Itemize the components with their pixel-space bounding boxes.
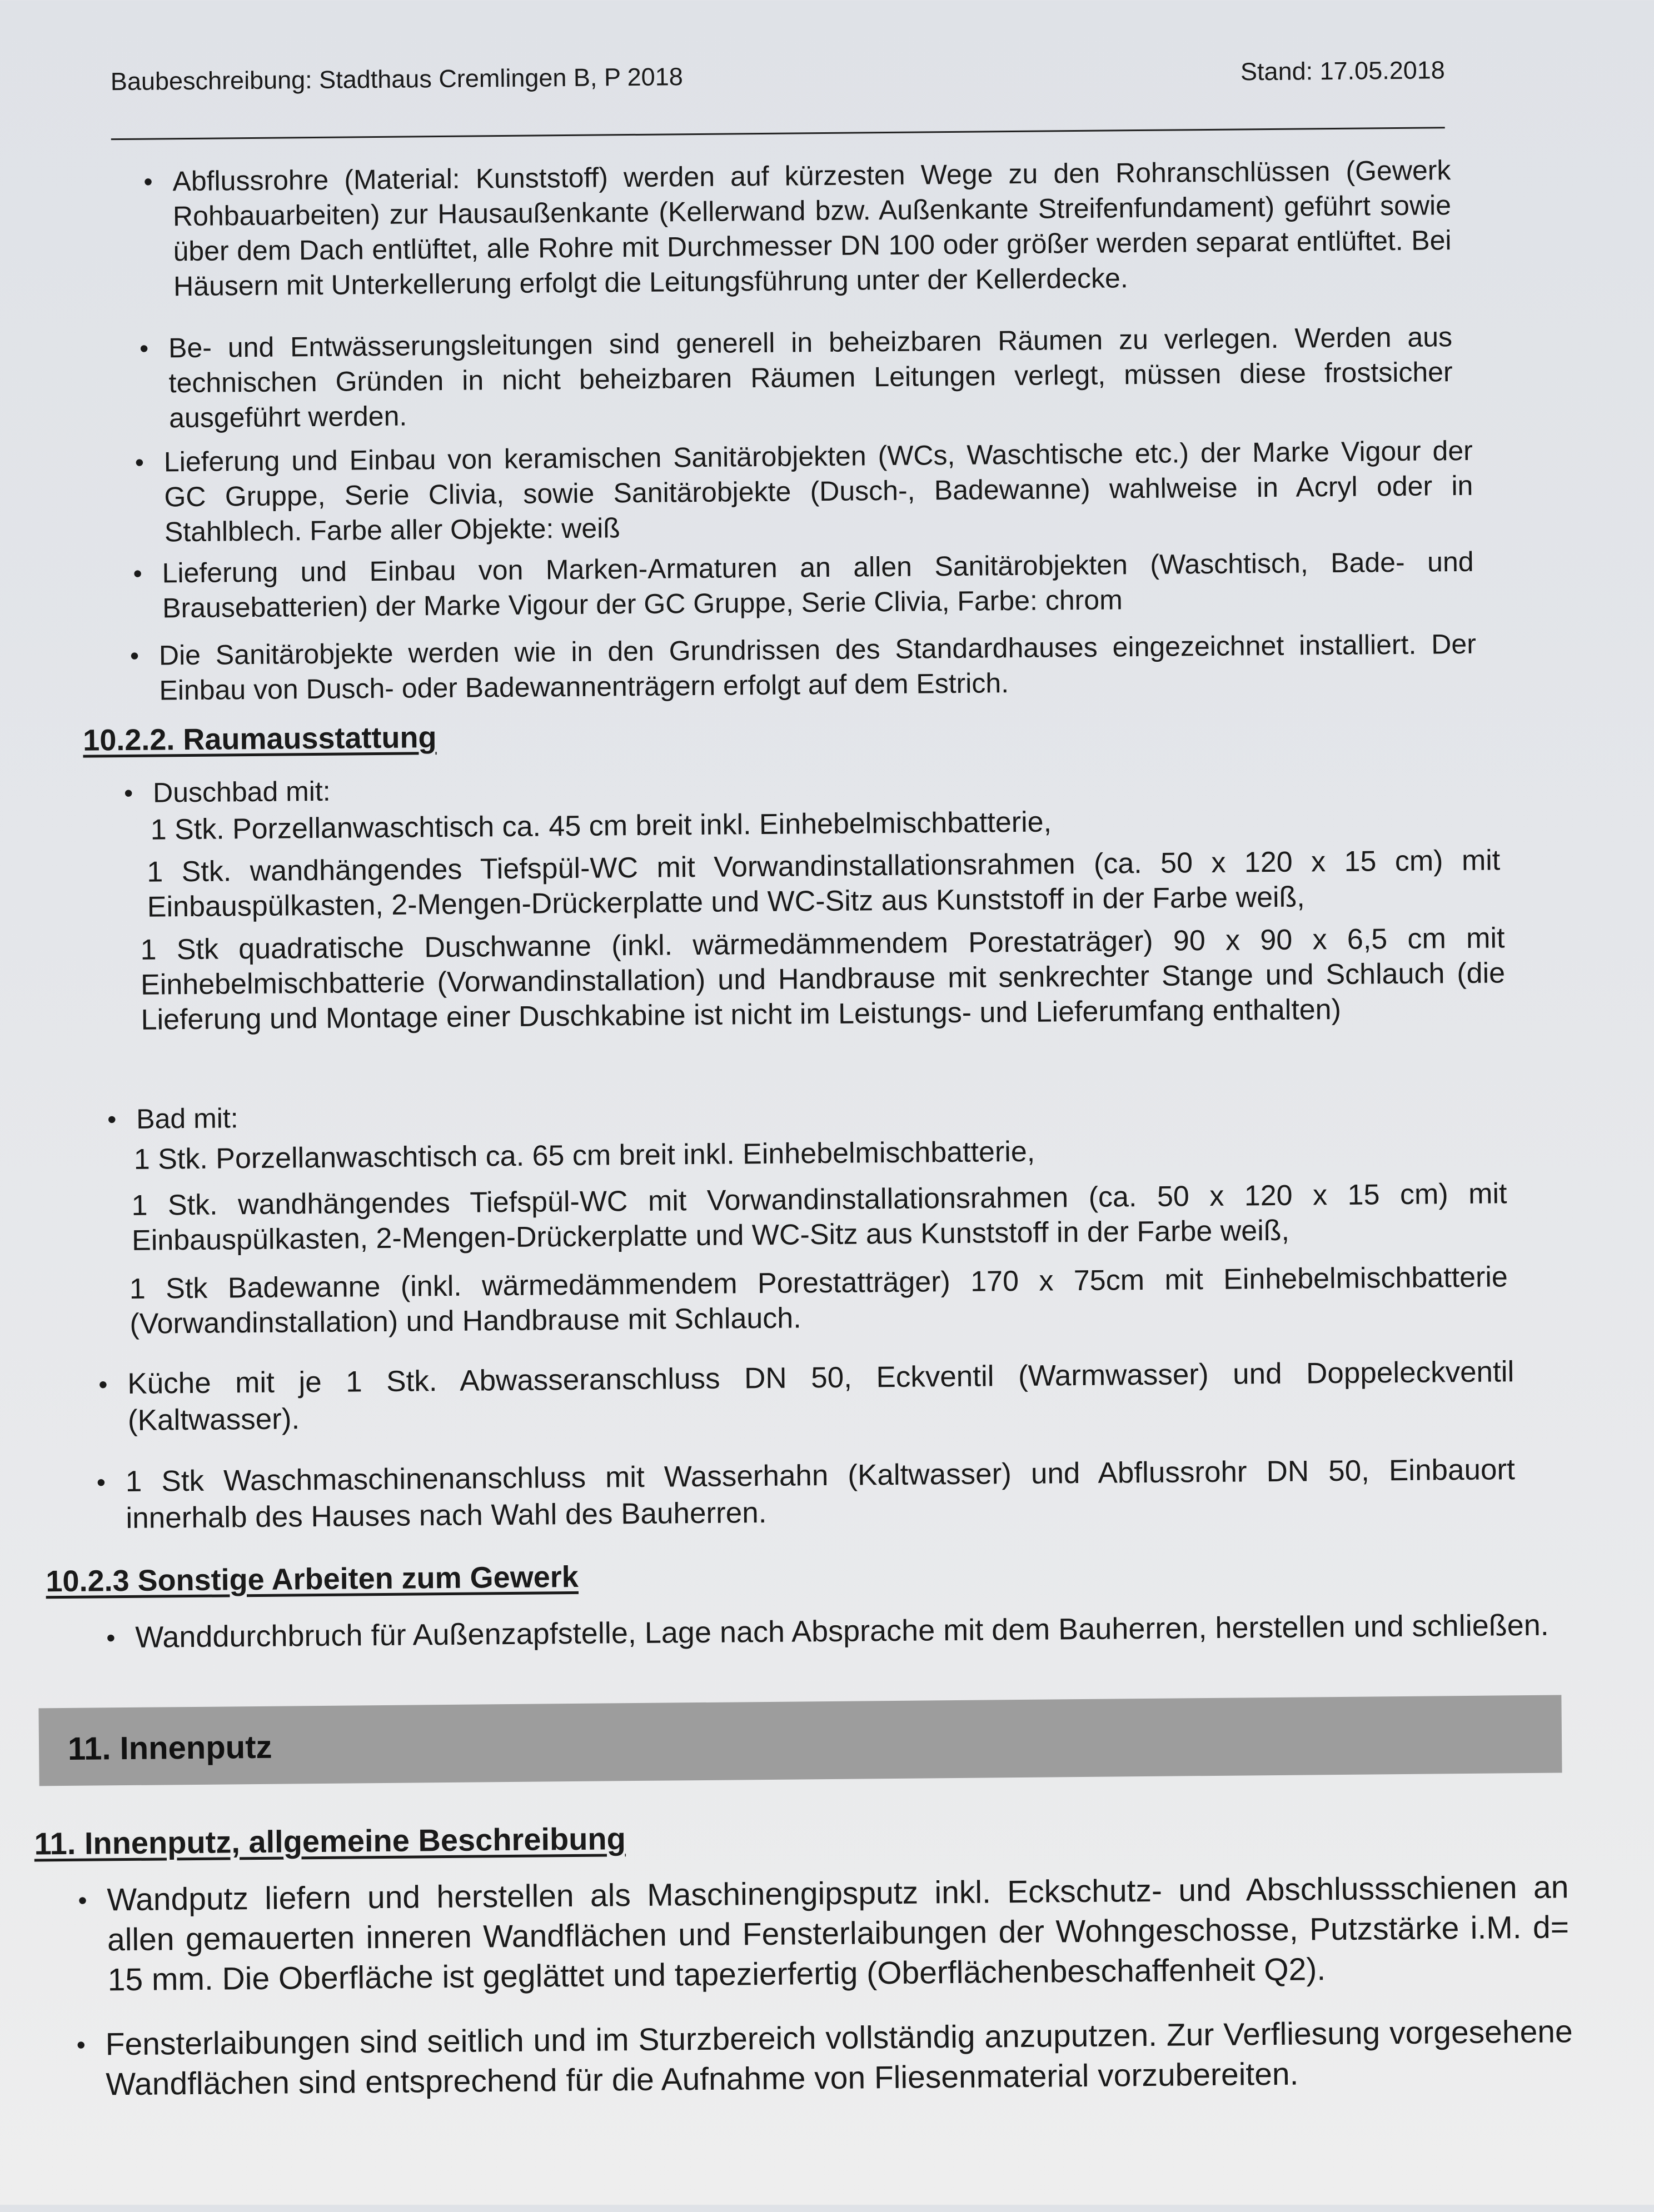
bullet-icon: • <box>98 1370 108 1399</box>
waschmaschine-block <box>96 1451 1516 1537</box>
list-item-text: Wanddurchbruch für Außenzapfstelle, Lage nach Absprache mit dem Bauherren, herstellen und schließen. <box>135 1608 1550 1654</box>
list-item <box>107 1090 1503 1136</box>
bullet-icon: • <box>107 1105 117 1134</box>
list-item-text: Fensterlaibungen sind seitlich und im Sturzbereich vollständig anzuputzen. Zur Verfliesung vorgesehene Wandflächen sind entsprechend für die Aufnahme von Fliesenmaterial vorzubereiten. <box>105 2014 1573 2103</box>
page-header <box>111 56 1445 96</box>
bad-item: 1 Stk Badewanne (inkl. wärmedämmendem Porestatträger) 170 x 75cm mit Einhebelmischbatterie (Vorwandinstallation) und Handbrause mit Schlauch. <box>129 1261 1508 1340</box>
list-item-text: Abflussrohre (Material: Kunststoff) werden auf kürzesten Wege zu den Rohranschlüssen (Gewerk Rohbauarbeiten) zur Hausaußenkante (Kellerwand bzw. Außenkante Streifenfundament) geführt sowie über dem Dach entlüftet, alle Rohre mit Durchmesser DN 100 oder größer werden separat entlüftet. Bei Häusern mit Unterkellerung erfolgt die Leitungsführung unter der Kellerdecke. <box>172 154 1452 302</box>
list-item <box>143 153 1452 304</box>
bullet-icon: • <box>123 778 133 808</box>
list-item-text: Küche mit je 1 Stk. Abwasseranschluss DN 50, Eckventil (Warmwasser) und Doppeleckventil (Kaltwasser). <box>127 1355 1514 1437</box>
bullet-icon: • <box>76 2030 86 2059</box>
document-title: Baubeschreibung: Stadthaus Cremlingen B, P 2018 <box>110 62 683 96</box>
list-item <box>76 2011 1573 2104</box>
list-item-text: Die Sanitärobjekte werden wie in den Grundrissen des Standardhauses eingezeichnet installiert. Der Einbau von Dusch- oder Badewannenträgern erfolgt auf dem Estrich. <box>158 628 1477 706</box>
bullet-icon: • <box>129 641 140 670</box>
list-item <box>133 545 1474 626</box>
section-heading-1022: 10.2.2. Raumausstattung <box>83 721 437 757</box>
section-heading-11: 11. Innenputz, allgemeine Beschreibung <box>34 1821 626 1861</box>
bullet-icon: • <box>106 1623 116 1652</box>
duschbad-item: 1 Stk. Porzellanwaschtisch ca. 45 cm breit inkl. Einhebelmischbatterie, <box>150 806 1052 846</box>
section-1023-list <box>106 1606 1550 1656</box>
intro-bullet-list <box>129 627 1477 708</box>
bullet-icon: • <box>78 1885 87 1915</box>
list-item-text: 1 Stk Waschmaschinenanschluss mit Wasserhahn (Kaltwasser) und Abflussrohr DN 50, Einbauort innerhalb des Hauses nach Wahl des Bauherren. <box>125 1453 1516 1535</box>
bad-block <box>107 1090 1503 1136</box>
list-item-text: Lieferung und Einbau von keramischen Sanitärobjekten (WCs, Waschtische etc.) der Marke Vigour der GC Gruppe, Serie Clivia, sowie Sanitärobjekte (Dusch-, Badewanne) wahlweise in Acryl oder in Stahlblech. Farbe aller Objekte: weiß <box>163 435 1473 548</box>
header-divider <box>111 127 1445 140</box>
bullet-icon: • <box>139 333 149 363</box>
bullet-icon: • <box>134 447 145 477</box>
bullet-icon: • <box>96 1467 106 1497</box>
intro-bullet-list <box>134 433 1474 550</box>
list-item-text: Be- und Entwässerungsleitungen sind generell in beheizbaren Räumen zu verlegen. Werden aus technischen Gründen in nicht beheizbaren Räumen Leitungen verlegt, müssen diese frostsicher ausgeführt werden. <box>168 321 1453 434</box>
section-heading-1023: 10.2.3 Sonstige Arbeiten zum Gewerk <box>46 1560 579 1599</box>
list-item <box>96 1451 1516 1537</box>
duschbad-item: 1 Stk. wandhängendes Tiefspül-WC mit Vorwandinstallationsrahmen (ca. 50 x 120 x 15 cm) mit Einbauspülkasten, 2-Mengen-Drückerplatte und WC-Sitz aus Kunststoff in der Farbe weiß, <box>147 844 1501 923</box>
kueche-block <box>98 1354 1514 1439</box>
section-11-list <box>78 1867 1570 2000</box>
list-item <box>134 433 1474 550</box>
list-item-text: Wandputz liefern und herstellen als Maschinengipsputz inkl. Eckschutz- und Abschlussschienen an allen gemauerten inneren Wandflächen und Fensterlaibungen der Wohngeschosse, Putzstärke i.M. d= 15 mm. Die Oberfläche ist geglättet und tapezierfertig (Oberflächenbeschaffenheit Q2). <box>107 1869 1570 1998</box>
chapter-banner <box>38 1695 1562 1786</box>
section-11-list <box>76 2011 1573 2104</box>
list-item-label: Bad mit: <box>136 1102 238 1135</box>
list-item-text: Lieferung und Einbau von Marken-Armaturen an allen Sanitärobjekten (Waschtisch, Bade- und Brausebatterien) der Marke Vigour der GC Gruppe, Serie Clivia, Farbe: chrom <box>162 546 1474 624</box>
list-item <box>139 319 1453 436</box>
intro-bullet-list <box>143 153 1452 312</box>
list-item <box>98 1354 1514 1439</box>
intro-bullet-list <box>133 545 1474 626</box>
duschbad-item: 1 Stk quadratische Duschwanne (inkl. wärmedämmendem Porestaträger) 90 x 90 x 6,5 cm mit Einhebelmischbatterie (Vorwandinstallation) und Handbrause mit senkrechter Stange und Schlauch (die Lieferung und Montage einer Duschkabine ist nicht im Leistungs- und Lieferumfang enthalten) <box>140 922 1506 1036</box>
bad-item: 1 Stk. Porzellanwaschtisch ca. 65 cm breit inkl. Einhebelmischbatterie, <box>133 1135 1035 1176</box>
list-item <box>106 1606 1550 1656</box>
bullet-icon: • <box>133 558 142 588</box>
list-item <box>129 627 1477 708</box>
bullet-icon: • <box>143 167 153 196</box>
list-item <box>78 1867 1570 2000</box>
chapter-banner-title: 11. Innenputz <box>67 1729 272 1767</box>
bad-item: 1 Stk. wandhängendes Tiefspül-WC mit Vorwandinstallationsrahmen (ca. 50 x 120 x 15 cm) mit Einbauspülkasten, 2-Mengen-Drückerplatte und WC-Sitz aus Kunststoff in der Farbe weiß, <box>131 1177 1507 1257</box>
document-date: Stand: 17.05.2018 <box>1240 56 1446 86</box>
intro-bullet-list <box>139 319 1453 436</box>
list-item-label: Duschbad mit: <box>152 775 331 808</box>
